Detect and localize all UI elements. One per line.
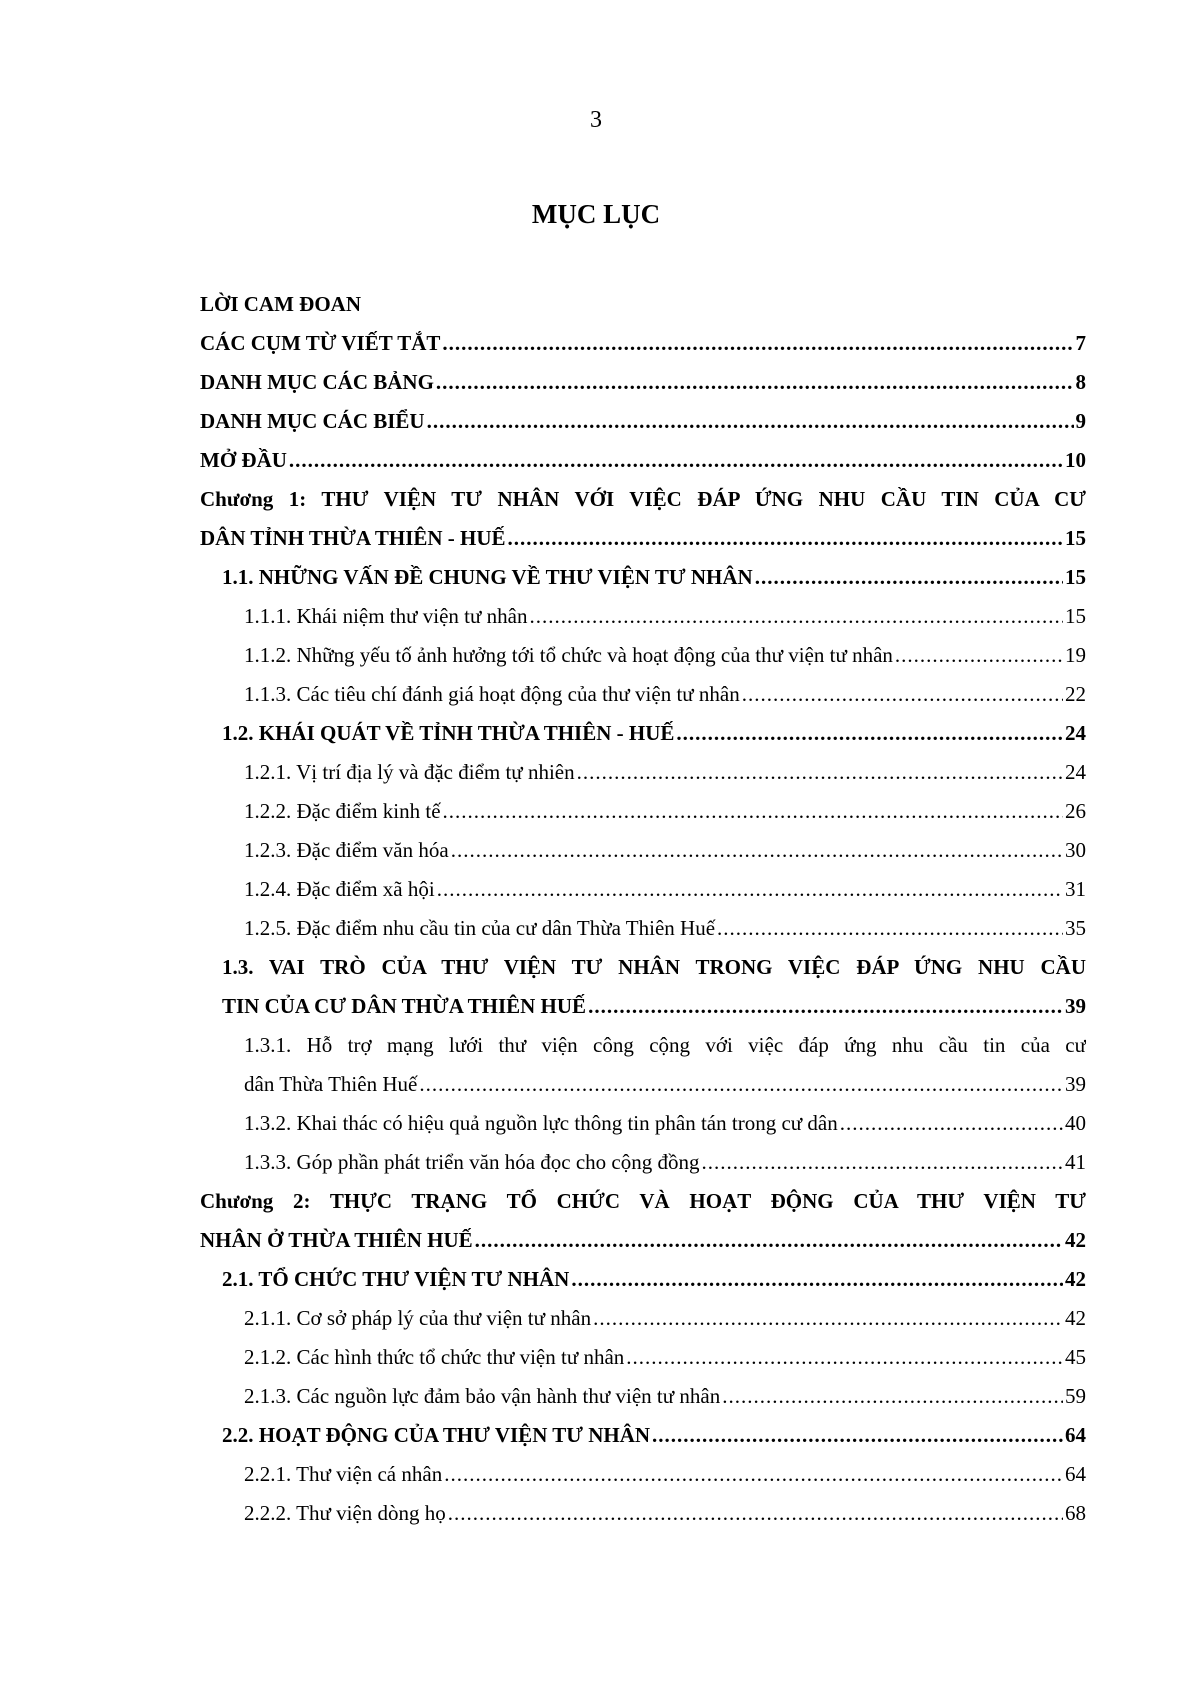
- toc-page-number: 19: [1065, 643, 1086, 667]
- toc-page-number: 8: [1075, 370, 1086, 394]
- toc-entry-text: 1.1.2. Những yếu tố ảnh hưởng tới tổ chức và hoạt động của thư viện tư nhân: [244, 643, 893, 667]
- dot-leader: [577, 753, 1063, 792]
- toc-entry: [200, 1026, 1086, 1065]
- dot-leader: [444, 1455, 1063, 1494]
- toc-entry-text: 1.1.1. Khái niệm thư viện tư nhân: [244, 604, 528, 628]
- toc-entry-text: 1.2. KHÁI QUÁT VỀ TỈNH THỪA THIÊN - HUẾ: [222, 721, 675, 745]
- toc-entry: [200, 1455, 1086, 1494]
- toc-page-number: 39: [1065, 994, 1086, 1018]
- toc-entry-text: 1.3. VAI TRÒ CỦA THƯ VIỆN TƯ NHÂN TRONG VIỆC ĐÁP ỨNG NHU CẦU: [222, 955, 1086, 979]
- toc-entry: [200, 441, 1086, 480]
- dot-leader: [676, 714, 1063, 753]
- toc-entry-text: 1.1. NHỮNG VẤN ĐỀ CHUNG VỀ THƯ VIỆN TƯ NHÂN: [222, 565, 753, 589]
- toc-entry: [200, 324, 1086, 363]
- toc-entry: [200, 753, 1086, 792]
- toc-entry: [200, 792, 1086, 831]
- toc-entry: [200, 1416, 1086, 1455]
- toc-entry: [200, 363, 1086, 402]
- toc-page-number: 15: [1065, 526, 1086, 550]
- toc-entry: [200, 1104, 1086, 1143]
- dot-leader: [742, 675, 1063, 714]
- dot-leader: [722, 1377, 1063, 1416]
- dot-leader: [593, 1299, 1063, 1338]
- toc-entry-text: 2.1.3. Các nguồn lực đảm bảo vận hành thư viện tư nhân: [244, 1384, 721, 1408]
- dot-leader: [436, 363, 1074, 402]
- toc-page-number: 40: [1065, 1111, 1086, 1135]
- toc-page-number: 15: [1065, 604, 1086, 628]
- toc-entry: [200, 675, 1086, 714]
- toc-page-number: 31: [1065, 877, 1086, 901]
- toc-entry-text: 2.2.1. Thư viện cá nhân: [244, 1462, 443, 1486]
- dot-leader: [755, 558, 1063, 597]
- toc-page-number: 15: [1065, 565, 1086, 589]
- toc-entry-text: 1.3.3. Góp phần phát triển văn hóa đọc cho cộng đồng: [244, 1150, 700, 1174]
- toc-page-number: 59: [1065, 1384, 1086, 1408]
- toc-entry: [200, 636, 1086, 675]
- toc-entry: [200, 1182, 1086, 1221]
- toc-page-number: 42: [1065, 1306, 1086, 1330]
- toc-entry-text: Chương 1: THƯ VIỆN TƯ NHÂN VỚI VIỆC ĐÁP ỨNG NHU CẦU TIN CỦA CƯ: [200, 487, 1086, 511]
- toc-entry: [200, 597, 1086, 636]
- toc-page-number: 45: [1065, 1345, 1086, 1369]
- dot-leader: [588, 987, 1063, 1026]
- dot-leader: [289, 441, 1063, 480]
- toc-page-number: 42: [1065, 1228, 1086, 1252]
- toc-entry: [200, 714, 1086, 753]
- toc-entry: [200, 285, 1086, 324]
- toc-entry: [200, 1221, 1086, 1260]
- toc-entry: [200, 831, 1086, 870]
- toc-entry: [200, 1377, 1086, 1416]
- dot-leader: [571, 1260, 1063, 1299]
- toc-page-number: 24: [1065, 760, 1086, 784]
- toc-entry-text: DANH MỤC CÁC BIỂU: [200, 409, 425, 433]
- toc-entry-text: NHÂN Ở THỪA THIÊN HUẾ: [200, 1228, 473, 1252]
- dot-leader: [442, 324, 1073, 363]
- toc-page-number: 35: [1065, 916, 1086, 940]
- dot-leader: [448, 1494, 1063, 1533]
- toc-page-number: 68: [1065, 1501, 1086, 1525]
- toc-entry: [200, 948, 1086, 987]
- toc-entry-text: dân Thừa Thiên Huế: [244, 1072, 418, 1096]
- dot-leader: [626, 1338, 1063, 1377]
- dot-leader: [717, 909, 1063, 948]
- toc-entry-text: 2.1.2. Các hình thức tổ chức thư viện tư nhân: [244, 1345, 625, 1369]
- toc-entry: [200, 1299, 1086, 1338]
- toc-entry-text: 1.1.3. Các tiêu chí đánh giá hoạt động của thư viện tư nhân: [244, 682, 740, 706]
- dot-leader: [419, 1065, 1063, 1104]
- toc-entry: [200, 1065, 1086, 1104]
- toc-entry-text: 1.2.5. Đặc điểm nhu cầu tin của cư dân Thừa Thiên Huế: [244, 916, 716, 940]
- toc-entry: [200, 1143, 1086, 1182]
- dot-leader: [437, 870, 1063, 909]
- toc-page-number: 42: [1065, 1267, 1086, 1291]
- toc-page-number: 7: [1075, 331, 1086, 355]
- dot-leader: [701, 1143, 1063, 1182]
- toc-page-number: 64: [1065, 1462, 1086, 1486]
- toc-entry-text: Chương 2: THỰC TRẠNG TỔ CHỨC VÀ HOẠT ĐỘNG CỦA THƯ VIỆN TƯ: [200, 1189, 1086, 1213]
- dot-leader: [475, 1221, 1063, 1260]
- toc-entry-text: 1.2.3. Đặc điểm văn hóa: [244, 838, 449, 862]
- toc-entry-text: 1.3.2. Khai thác có hiệu quả nguồn lực thông tin phân tán trong cư dân: [244, 1111, 838, 1135]
- dot-leader: [895, 636, 1063, 675]
- toc-entry-text: TIN CỦA CƯ DÂN THỪA THIÊN HUẾ: [222, 994, 587, 1018]
- toc-entry: [200, 909, 1086, 948]
- dot-leader: [508, 519, 1063, 558]
- toc-entry-text: DÂN TỈNH THỪA THIÊN - HUẾ: [200, 526, 506, 550]
- toc-entry-text: CÁC CỤM TỪ VIẾT TẮT: [200, 331, 441, 355]
- table-of-contents: [200, 285, 1086, 1533]
- toc-entry: [200, 519, 1086, 558]
- toc-entry-text: MỞ ĐẦU: [200, 448, 287, 472]
- dot-leader: [840, 1104, 1063, 1143]
- toc-page-number: 39: [1065, 1072, 1086, 1096]
- toc-page-number: 10: [1065, 448, 1086, 472]
- toc-entry: [200, 987, 1086, 1026]
- page-number: 3: [590, 107, 602, 133]
- toc-entry-text: LỜI CAM ĐOAN: [200, 292, 361, 316]
- toc-page-number: 30: [1065, 838, 1086, 862]
- toc-entry-text: 1.2.4. Đặc điểm xã hội: [244, 877, 435, 901]
- toc-entry-text: 1.2.1. Vị trí địa lý và đặc điểm tự nhiên: [244, 760, 575, 784]
- toc-page-number: 24: [1065, 721, 1086, 745]
- dot-leader: [443, 792, 1063, 831]
- dot-leader: [427, 402, 1074, 441]
- dot-leader: [529, 597, 1063, 636]
- toc-entry-text: 2.2. HOẠT ĐỘNG CỦA THƯ VIỆN TƯ NHÂN: [222, 1423, 651, 1447]
- toc-entry-text: 2.2.2. Thư viện dòng họ: [244, 1501, 446, 1525]
- toc-page-number: 41: [1065, 1150, 1086, 1174]
- toc-entry: [200, 1338, 1086, 1377]
- toc-page-number: 64: [1065, 1423, 1086, 1447]
- toc-entry-text: 2.1. TỔ CHỨC THƯ VIỆN TƯ NHÂN: [222, 1267, 570, 1291]
- dot-leader: [652, 1416, 1063, 1455]
- toc-title: MỤC LỤC: [531, 199, 661, 229]
- toc-entry: [200, 480, 1086, 519]
- dot-leader: [451, 831, 1063, 870]
- toc-entry-text: 1.3.1. Hỗ trợ mạng lưới thư viện công cộng với việc đáp ứng nhu cầu tin của cư: [244, 1033, 1086, 1057]
- toc-entry-text: DANH MỤC CÁC BẢNG: [200, 370, 434, 394]
- toc-entry: [200, 1260, 1086, 1299]
- toc-entry: [200, 1494, 1086, 1533]
- toc-entry: [200, 558, 1086, 597]
- toc-entry-text: 1.2.2. Đặc điểm kinh tế: [244, 799, 441, 823]
- toc-entry: [200, 870, 1086, 909]
- toc-entry: [200, 402, 1086, 441]
- toc-page-number: 26: [1065, 799, 1086, 823]
- toc-entry-text: 2.1.1. Cơ sở pháp lý của thư viện tư nhân: [244, 1306, 592, 1330]
- toc-page-number: 22: [1065, 682, 1086, 706]
- toc-page-number: 9: [1075, 409, 1086, 433]
